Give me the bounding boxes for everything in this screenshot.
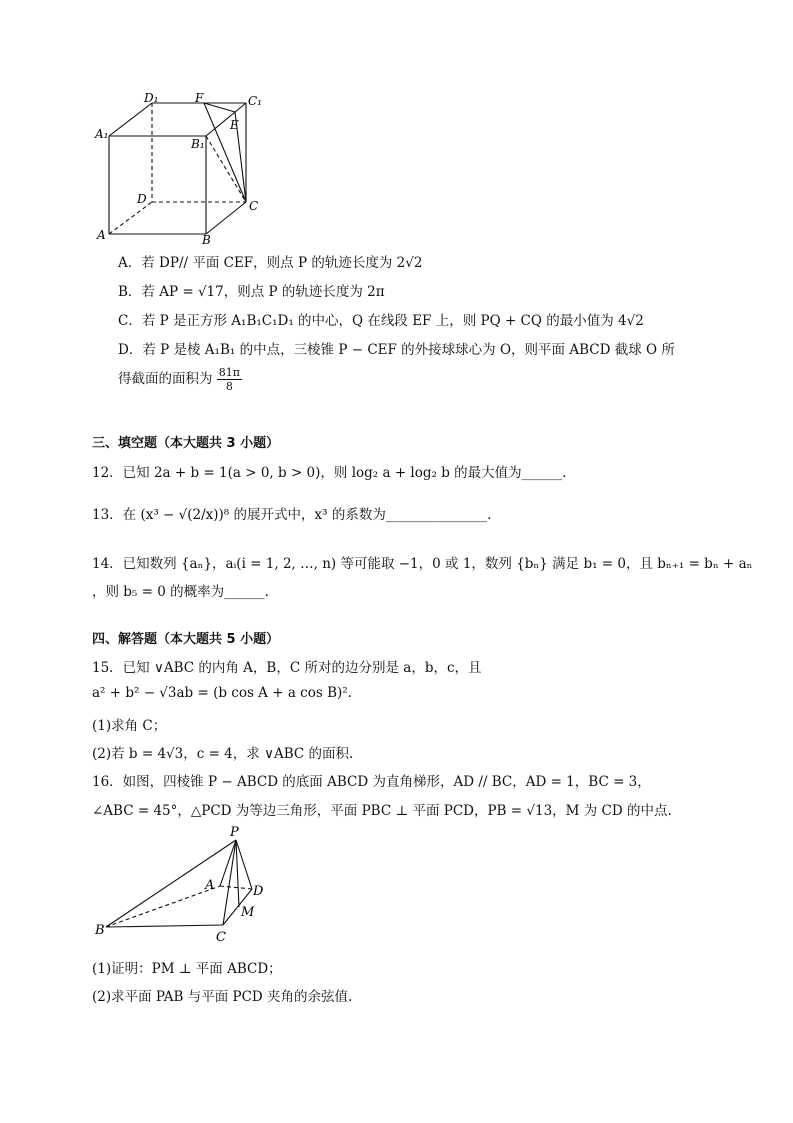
- fraction-numerator: 81π: [218, 366, 241, 379]
- answer-fraction: [217, 366, 242, 393]
- q11-option-a: A．若 DP// 平面 CEF，则点 P 的轨迹长度为 2√2: [118, 255, 423, 271]
- fraction-denominator: 8: [225, 380, 233, 393]
- question-15-line2: a² + b² − √3ab = (b cos A + a cos B)².: [92, 685, 352, 701]
- label-B1: B₁: [191, 137, 205, 151]
- section-4-title: 四、解答题（本大题共 5 小题）: [92, 632, 280, 647]
- question-13: 13．在 (x³ − √(2/x))⁸ 的展开式中，x³ 的系数为_______________.: [92, 507, 492, 523]
- section-3-title: 三、填空题（本大题共 3 小题）: [92, 436, 280, 451]
- label-B: B: [95, 923, 105, 938]
- question-14-line2: ，则 b₅ = 0 的概率为______.: [92, 584, 269, 600]
- label-P: P: [230, 825, 239, 840]
- label-C: C: [216, 930, 226, 945]
- label-C1: C₁: [248, 94, 262, 108]
- question-16-line2: ∠ABC = 45°，△PCD 为等边三角形，平面 PBC ⊥ 平面 PCD，PB = √13，M 为 CD 的中点.: [92, 803, 672, 819]
- label-D: D: [137, 192, 147, 206]
- question-16-part2: (2)求平面 PAB 与平面 PCD 夹角的余弦值.: [92, 989, 353, 1005]
- label-A: A: [205, 878, 215, 893]
- question-15-part1: (1)求角 C；: [92, 718, 167, 734]
- cube-figure: [92, 92, 272, 247]
- question-15-part2: (2)若 b = 4√3，c = 4，求 ∨ABC 的面积.: [92, 746, 354, 762]
- label-F: F: [195, 92, 204, 105]
- question-15-line1: 15．已知 ∨ABC 的内角 A，B，C 所对的边分别是 a，b，c，且: [92, 660, 482, 676]
- q11-option-d-text: 得截面的面积为: [118, 371, 213, 387]
- pyramid-figure: [92, 820, 282, 948]
- label-A1: A₁: [95, 127, 109, 141]
- question-16-part1: (1)证明：PM ⊥ 平面 ABCD；: [92, 961, 282, 977]
- label-D1: D₁: [144, 92, 159, 105]
- label-D: D: [253, 884, 264, 899]
- label-C: C: [249, 199, 259, 213]
- q11-option-d-line2: [118, 366, 242, 393]
- question-14-line1: 14．已知数列 {aₙ}，aᵢ(i = 1, 2, …, n) 等可能取 −1，0 或 1，数列 {bₙ} 满足 b₁ = 0，且 bₙ₊₁ = bₙ + aₙ: [92, 556, 753, 572]
- label-E: E: [230, 118, 239, 132]
- q11-option-c: C．若 P 是正方形 A₁B₁C₁D₁ 的中心，Q 在线段 EF 上，则 PQ + CQ 的最小值为 4√2: [118, 313, 644, 329]
- label-M: M: [241, 905, 255, 920]
- label-B: B: [202, 233, 211, 247]
- question-12: 12．已知 2a + b = 1(a > 0, b > 0)，则 log₂ a + log₂ b 的最大值为______.: [92, 465, 567, 481]
- question-16-line1: 16．如图，四棱锥 P − ABCD 的底面 ABCD 为直角梯形，AD // BC，AD = 1，BC = 3，: [92, 774, 651, 790]
- label-A: A: [97, 228, 106, 242]
- q11-option-b: B．若 AP = √17，则点 P 的轨迹长度为 2π: [118, 284, 385, 300]
- q11-option-d-line1: D．若 P 是棱 A₁B₁ 的中点，三棱锥 P − CEF 的外接球球心为 O，则平面 ABCD 截球 O 所: [118, 342, 675, 358]
